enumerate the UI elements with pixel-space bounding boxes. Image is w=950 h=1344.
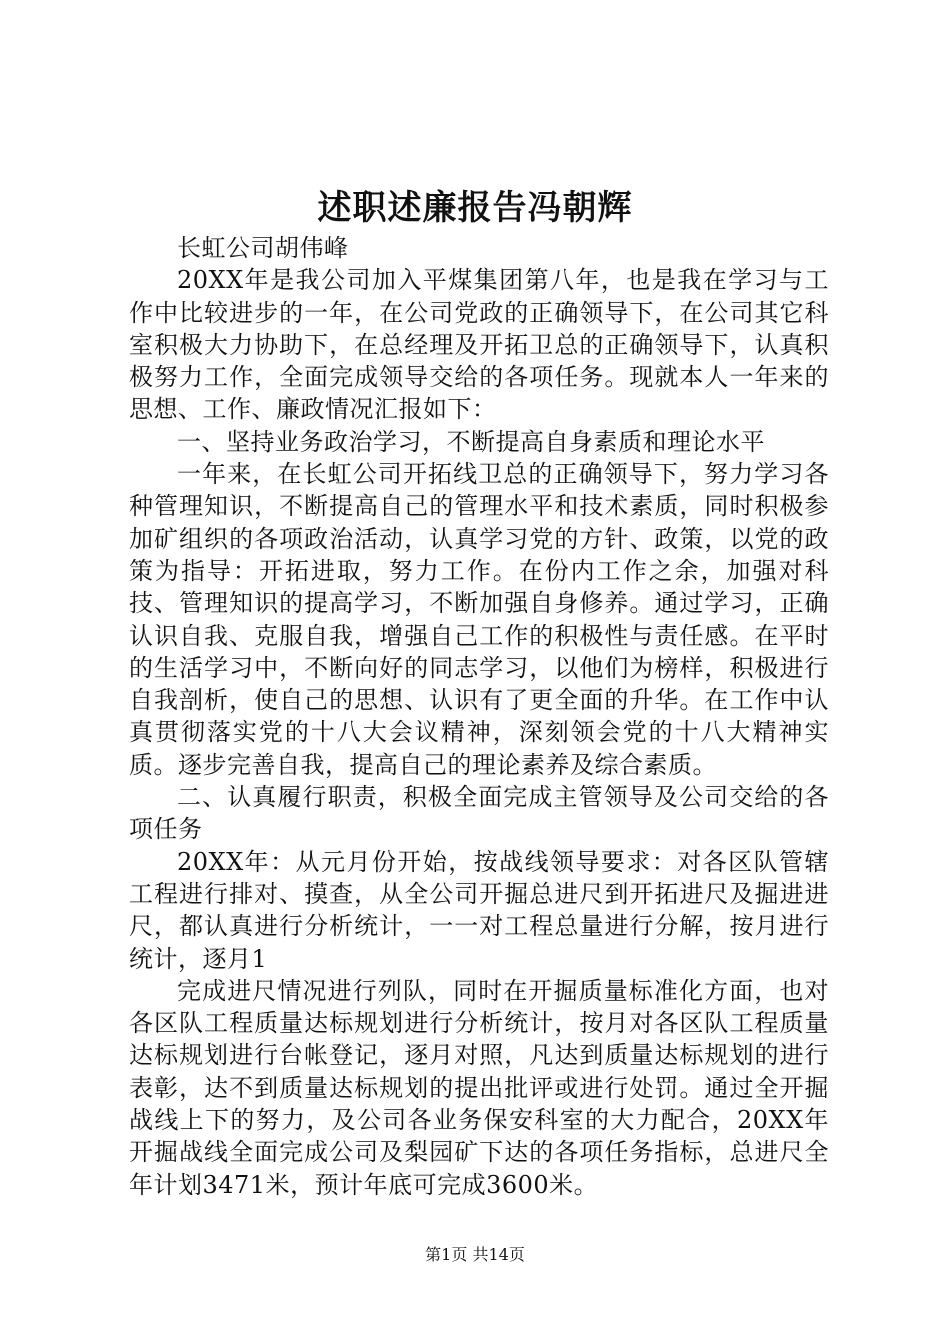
paragraph-study: 一年来，在长虹公司开拓线卫总的正确领导下，努力学习各种管理知识，不断提高自己的管理水平和技术素质，同时积极参加矿组织的各项政治活动，认真学习党的方针、政策，以党的政策为指导：开拓进取，努力工作。在份内工作之余，加强对科技、管理知识的提高学习，不断加强自身修养。通过学习，正确认识自我、克服自我，增强自己工作的积极性与责任感。在平时的生活学习中，不断向好的同志学习，以他们为榜样，积极进行自我剖析，使自己的思想、认识有了更全面的升华。在工作中认真贯彻落实党的十八大会议精神，深刻领会党的十八大精神实质。逐步完善自我，提高自己的理论素养及综合素质。 bbox=[129, 460, 829, 779]
document-title: 述职述廉报告冯朝辉 bbox=[317, 188, 633, 228]
page-number: 第1页 bbox=[425, 1245, 468, 1264]
section-heading-2: 二、认真履行职责，积极全面完成主管领导及公司交给的各项任务 bbox=[129, 783, 829, 844]
document-body bbox=[129, 232, 829, 1201]
author-line: 长虹公司胡伟峰 bbox=[177, 234, 349, 262]
paragraph-work-2: 完成进尺情况进行列队，同时在开掘质量标准化方面，也对各区队工程质量达标规划进行分析统计，按月对各区队工程质量达标规划进行台帐登记，逐月对照，凡达到质量达标规划的进行表彰，达不到质量达标规划的提出批评或进行处罚。通过全开掘战线上下的努力，及公司各业务保安科室的大力配合，20XX年开掘战线全面完成公司及梨园矿下达的各项任务指标，总进尺全年计划3471米，预计年底可完成3600米。 bbox=[129, 976, 829, 1199]
page-footer bbox=[0, 1243, 950, 1267]
paragraph-intro: 20XX年是我公司加入平煤集团第八年，也是我在学习与工作中比较进步的一年，在公司党政的正确领导下，在公司其它科室积极大力协助下，在总经理及开拓卫总的正确领导下，认真积极努力工作，全面完成领导交给的各项任务。现就本人一年来的思想、工作、廉政情况汇报如下： bbox=[129, 266, 829, 424]
page-total: 共14页 bbox=[472, 1245, 525, 1264]
paragraph-work-1: 20XX年：从元月份开始，按战线领导要求：对各区队管辖工程进行排对、摸查，从全公司开掘总进尺到开拓进尺及掘进进尺，都认真进行分析统计，一一对工程总量进行分解，按月进行统计，逐月1 bbox=[129, 847, 829, 973]
section-heading-1: 一、坚持业务政治学习，不断提高自身素质和理论水平 bbox=[177, 427, 765, 456]
